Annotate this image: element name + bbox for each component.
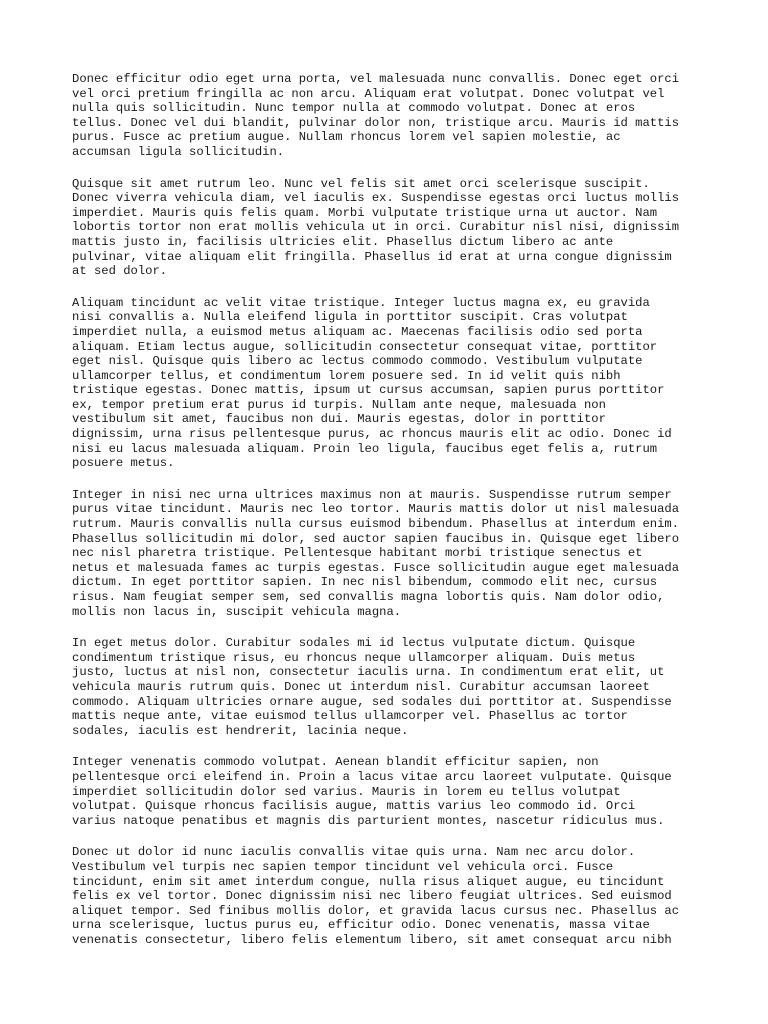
paragraph-5: In eget metus dolor. Curabitur sodales mi id lectus vulputate dictum. Quisque condimentum tristique risus, eu rhoncus neque ullamcorper aliquam. Duis metus justo, luctus at nisl non, consectetur iaculis urna. In condimentum erat elit, ut vehicula mauris rutrum quis. Donec ut interdum nisl. Curabitur accumsan laoreet commodo. Aliquam ultricies ornare augue, sed sodales dui porttitor at. Suspendisse mattis neque ante, vitae euismod tellus ullamcorper vel. Phasellus ac tortor sodales, iaculis est hendrerit, lacinia neque.	[72, 636, 672, 738]
paragraph-1: Donec efficitur odio eget urna porta, vel malesuada nunc convallis. Donec eget orci vel orci pretium fringilla ac non arcu. Aliquam erat volutpat. Donec volutpat vel nulla quis sollicitudin. Nunc tempor nulla at commodo volutpat. Donec at eros tellus. Donec vel dui blandit, pulvinar dolor non, tristique arcu. Mauris id mattis purus. Fusce ac pretium augue. Nullam rhoncus lorem vel sapien molestie, ac accumsan ligula sollicitudin.	[72, 72, 680, 159]
paragraph-7: Donec ut dolor id nunc iaculis convallis vitae quis urna. Nam nec arcu dolor. Vestibulum vel turpis nec sapien tempor tincidunt vel vehicula orci. Fusce tincidunt, enim sit amet interdum congue, nulla risus aliquet augue, eu tincidunt felis ex vel tortor. Donec dignissim nisi nec libero feugiat ultrices. Sed euismod aliquet tempor. Sed finibus mollis dolor, et gravida lacus cursus nec. Phasellus ac urna scelerisque, luctus purus eu, efficitur odio. Donec venenatis, massa vitae venenatis consectetur, libero felis elementum libero, sit amet consequat arcu nibh	[72, 845, 680, 947]
paragraph-3: Aliquam tincidunt ac velit vitae tristique. Integer luctus magna ex, eu gravida nisi convallis a. Nulla eleifend ligula in porttitor suscipit. Cras volutpat imperdiet nulla, a euismod metus aliquam ac. Maecenas facilisis odio sed porta aliquam. Etiam lectus augue, sollicitudin consectetur consequat vitae, porttitor eget nisl. Quisque quis libero ac lectus commodo commodo. Vestibulum vulputate ullamcorper tellus, et condimentum lorem posuere sed. In id velit quis nibh tristique egestas. Donec mattis, ipsum ut cursus accumsan, sapien purus porttitor ex, tempor pretium erat purus id turpis. Nullam ante neque, malesuada non vestibulum sit amet, faucibus non dui. Mauris egestas, dolor in porttitor dignissim, urna risus pellentesque purus, ac rhoncus mauris elit ac odio. Donec id nisi eu lacus malesuada aliquam. Proin leo ligula, faucibus eget felis a, rutrum posuere metus.	[72, 295, 672, 471]
paragraph-6: Integer venenatis commodo volutpat. Aenean blandit efficitur sapien, non pellentesque orci eleifend in. Proin a lacus vitae arcu laoreet vulputate. Quisque imperdiet sollicitudin dolor sed varius. Mauris in lorem eu tellus volutpat volutpat. Quisque rhoncus facilisis augue, mattis varius leo commodo id. Orci varius natoque penatibus et magnis dis parturient montes, nascetur ridiculus mus.	[72, 755, 672, 828]
paragraph-2: Quisque sit amet rutrum leo. Nunc vel felis sit amet orci scelerisque suscipit. Donec viverra vehicula diam, vel iaculis ex. Suspendisse egestas orci luctus mollis imperdiet. Mauris quis felis quam. Morbi vulputate tristique urna ut auctor. Nam lobortis tortor non erat mollis vehicula ut in orci. Curabitur nisl nisi, dignissim mattis justo in, facilisis ultricies elit. Phasellus dictum libero ac ante pulvinar, vitae aliquam elit fringilla. Phasellus id erat at urna congue dignissim at sed dolor.	[72, 176, 680, 279]
paragraph-4: Integer in nisi nec urna ultrices maximus non at mauris. Suspendisse rutrum semper purus vitae tincidunt. Mauris nec leo tortor. Mauris mattis dolor ut nisl malesuada rutrum. Mauris convallis nulla cursus euismod bibendum. Phasellus at interdum enim. Phasellus sollicitudin mi dolor, sed auctor sapien faucibus in. Quisque eget libero nec nisl pharetra tristique. Pellentesque habitant morbi tristique senectus et netus et malesuada fames ac turpis egestas. Fusce sollicitudin augue eget malesuada dictum. In eget porttitor sapien. In nec nisl bibendum, commodo elit nec, cursus risus. Nam feugiat semper sem, sed convallis magna lobortis quis. Nam dolor odio, mollis non lacus in, suscipit vehicula magna.	[72, 487, 680, 619]
document-page	[72, 72, 712, 964]
